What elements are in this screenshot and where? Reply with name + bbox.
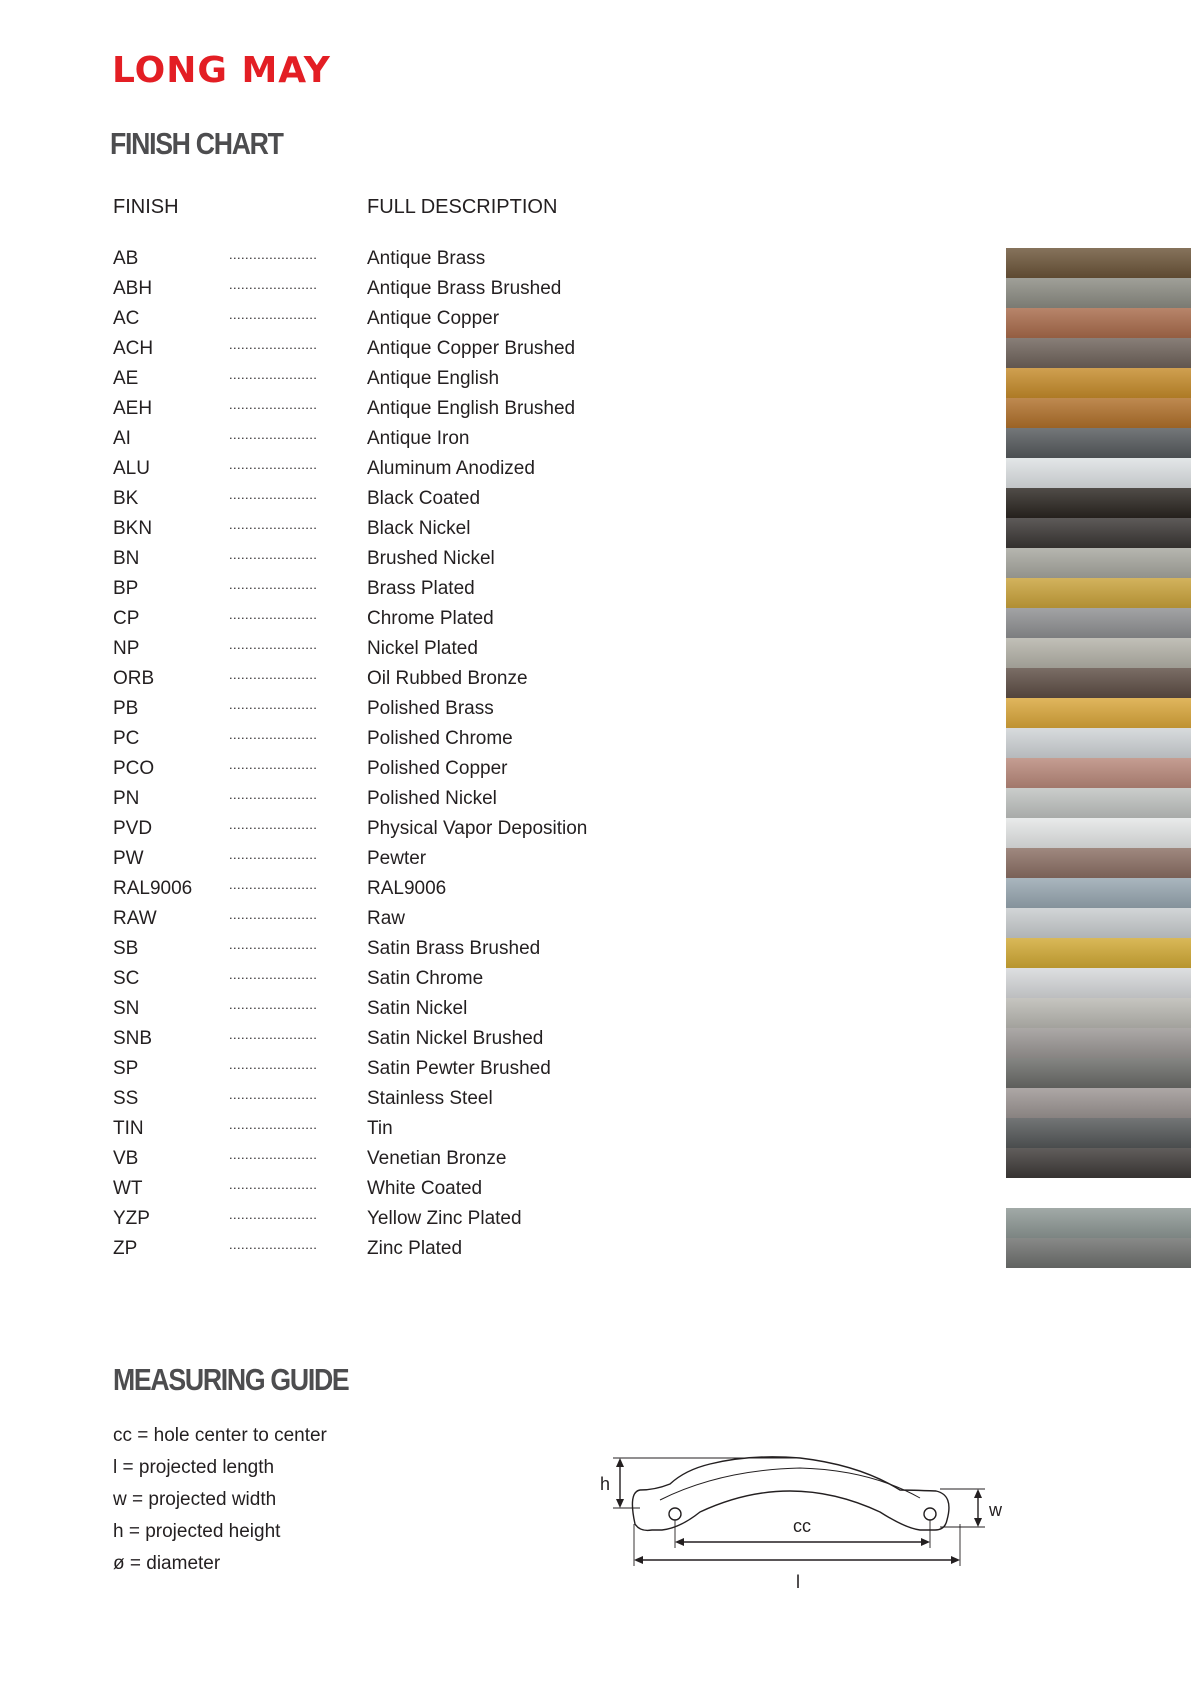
- finish-code: AC: [113, 308, 140, 329]
- finish-code: CP: [113, 608, 140, 629]
- finish-swatch: [1006, 428, 1191, 458]
- finish-code: AE: [113, 368, 139, 389]
- finish-description: Polished Nickel: [367, 788, 497, 809]
- dot-leader: ......................: [229, 937, 318, 952]
- finish-code: PVD: [113, 818, 153, 839]
- finish-code: PN: [113, 788, 140, 809]
- finish-code: NP: [113, 638, 140, 659]
- dot-leader: ......................: [229, 997, 318, 1012]
- finish-code: ZP: [113, 1238, 138, 1259]
- finish-swatch: [1006, 458, 1191, 488]
- dot-leader: ......................: [229, 1057, 318, 1072]
- handle-measuring-diagram: [600, 1440, 1100, 1600]
- finish-swatch: [1006, 1178, 1191, 1208]
- finish-swatch: [1006, 968, 1191, 998]
- legend-line: h = projected height: [113, 1521, 281, 1542]
- dot-leader: ......................: [229, 577, 318, 592]
- finish-code: PW: [113, 848, 144, 869]
- finish-description: Antique Copper: [367, 308, 500, 329]
- finish-code: RAW: [113, 908, 157, 929]
- finish-swatch: [1006, 1238, 1191, 1268]
- finish-swatch: [1006, 668, 1191, 698]
- finish-code: SP: [113, 1058, 139, 1079]
- finish-swatch: [1006, 728, 1191, 758]
- finish-code: SB: [113, 938, 139, 959]
- finish-code: BP: [113, 578, 139, 599]
- finish-code: AI: [113, 428, 131, 449]
- finish-swatch: [1006, 788, 1191, 818]
- dot-leader: ......................: [229, 337, 318, 352]
- dot-leader: ......................: [229, 847, 318, 862]
- finish-code: SS: [113, 1088, 139, 1109]
- finish-swatch: [1006, 998, 1191, 1028]
- finish-swatch: [1006, 248, 1191, 278]
- finish-description: Brass Plated: [367, 578, 475, 599]
- brand-logo: LONG MAY: [112, 50, 331, 91]
- dot-leader: ......................: [229, 607, 318, 622]
- finish-swatch: [1006, 638, 1191, 668]
- finish-column-header: FINISH: [113, 196, 179, 218]
- left-hole: [669, 1508, 681, 1520]
- finish-swatch: [1006, 698, 1191, 728]
- finish-code: PC: [113, 728, 140, 749]
- dot-leader: ......................: [229, 727, 318, 742]
- finish-description: Nickel Plated: [367, 638, 478, 659]
- cc-label: cc: [793, 1516, 811, 1536]
- finish-code: BKN: [113, 518, 153, 539]
- h-label: h: [600, 1474, 611, 1494]
- dot-leader: ......................: [229, 517, 318, 532]
- finish-code: VB: [113, 1148, 139, 1169]
- finish-code: ORB: [113, 668, 155, 689]
- finish-swatch: [1006, 338, 1191, 368]
- finish-code: WT: [113, 1178, 143, 1199]
- finish-swatch: [1006, 758, 1191, 788]
- finish-code: SC: [113, 968, 140, 989]
- dot-leader: ......................: [229, 1117, 318, 1132]
- finish-swatch: [1006, 878, 1191, 908]
- dot-leader: ......................: [229, 1147, 318, 1162]
- finish-description: Antique English Brushed: [367, 398, 576, 419]
- l-label: l: [796, 1572, 800, 1592]
- finish-chart-title: FINISH CHART: [110, 126, 283, 161]
- dot-leader: ......................: [229, 1207, 318, 1222]
- finish-description: Zinc Plated: [367, 1238, 463, 1259]
- dot-leader: ......................: [229, 667, 318, 682]
- finish-description: Stainless Steel: [367, 1088, 493, 1109]
- finish-swatch: [1006, 578, 1191, 608]
- dot-leader: ......................: [229, 637, 318, 652]
- finish-swatch: [1006, 548, 1191, 578]
- finish-description: Physical Vapor Deposition: [367, 818, 588, 839]
- dot-leader: ......................: [229, 247, 318, 262]
- finish-description: Black Coated: [367, 488, 481, 509]
- dot-leader: ......................: [229, 877, 318, 892]
- finish-swatch: [1006, 1118, 1191, 1148]
- finish-description: Satin Pewter Brushed: [367, 1058, 551, 1079]
- finish-description: Antique Copper Brushed: [367, 338, 576, 359]
- finish-description: Satin Brass Brushed: [367, 938, 541, 959]
- finish-description: Satin Nickel: [367, 998, 468, 1019]
- finish-description: Chrome Plated: [367, 608, 494, 629]
- dot-leader: ......................: [229, 367, 318, 382]
- finish-code: SN: [113, 998, 140, 1019]
- finish-swatch: [1006, 938, 1191, 968]
- finish-swatch: [1006, 848, 1191, 878]
- finish-description: Brushed Nickel: [367, 548, 495, 569]
- finish-description: Black Nickel: [367, 518, 471, 539]
- finish-swatch: [1006, 488, 1191, 518]
- finish-description: Yellow Zinc Plated: [367, 1208, 522, 1229]
- finish-code: ABH: [113, 278, 153, 299]
- dot-leader: ......................: [229, 487, 318, 502]
- finish-code: AB: [113, 248, 139, 269]
- finish-description: Venetian Bronze: [367, 1148, 507, 1169]
- finish-swatch: [1006, 1208, 1191, 1238]
- handle-inner-edge: [660, 1468, 920, 1500]
- finish-swatch: [1006, 1028, 1191, 1058]
- legend-line: l = projected length: [113, 1457, 275, 1478]
- description-column-header: FULL DESCRIPTION: [367, 196, 558, 218]
- finish-swatch: [1006, 608, 1191, 638]
- finish-code: ALU: [113, 458, 150, 479]
- dot-leader: ......................: [229, 427, 318, 442]
- legend-line: cc = hole center to center: [113, 1425, 327, 1446]
- finish-code: BK: [113, 488, 139, 509]
- finish-code: PB: [113, 698, 139, 719]
- finish-description: Tin: [367, 1118, 393, 1139]
- measuring-guide-title: MEASURING GUIDE: [113, 1362, 349, 1397]
- finish-swatch: [1006, 818, 1191, 848]
- finish-swatch: [1006, 308, 1191, 338]
- dot-leader: ......................: [229, 307, 318, 322]
- dot-leader: ......................: [229, 277, 318, 292]
- dot-leader: ......................: [229, 697, 318, 712]
- finish-code: PCO: [113, 758, 155, 779]
- legend-line: w = projected width: [113, 1489, 277, 1510]
- finish-description: Antique Iron: [367, 428, 470, 449]
- finish-swatch: [1006, 278, 1191, 308]
- dot-leader: ......................: [229, 787, 318, 802]
- finish-description: Satin Nickel Brushed: [367, 1028, 544, 1049]
- dot-leader: ......................: [229, 1237, 318, 1252]
- finish-swatch: [1006, 518, 1191, 548]
- finish-code: TIN: [113, 1118, 144, 1139]
- dot-leader: ......................: [229, 547, 318, 562]
- finish-code: ACH: [113, 338, 154, 359]
- w-label: w: [989, 1500, 1002, 1520]
- finish-description: Polished Brass: [367, 698, 494, 719]
- finish-code: RAL9006: [113, 878, 193, 899]
- finish-description: Antique Brass Brushed: [367, 278, 562, 299]
- finish-description: Polished Chrome: [367, 728, 513, 749]
- finish-code: SNB: [113, 1028, 153, 1049]
- finish-description: Aluminum Anodized: [367, 458, 535, 479]
- finish-code: AEH: [113, 398, 153, 419]
- dot-leader: ......................: [229, 1027, 318, 1042]
- dot-leader: ......................: [229, 817, 318, 832]
- finish-description: Polished Copper: [367, 758, 508, 779]
- finish-description: Raw: [367, 908, 406, 929]
- dot-leader: ......................: [229, 907, 318, 922]
- finish-description: Oil Rubbed Bronze: [367, 668, 528, 689]
- dot-leader: ......................: [229, 757, 318, 772]
- dot-leader: ......................: [229, 457, 318, 472]
- dot-leader: ......................: [229, 397, 318, 412]
- finish-swatch: [1006, 368, 1191, 398]
- right-hole: [924, 1508, 936, 1520]
- dot-leader: ......................: [229, 1087, 318, 1102]
- finish-description: White Coated: [367, 1178, 483, 1199]
- finish-description: Satin Chrome: [367, 968, 484, 989]
- finish-code: YZP: [113, 1208, 150, 1229]
- finish-swatch: [1006, 1148, 1191, 1178]
- finish-swatch: [1006, 908, 1191, 938]
- dot-leader: ......................: [229, 967, 318, 982]
- dot-leader: ......................: [229, 1177, 318, 1192]
- measuring-legend: [113, 1420, 327, 1580]
- finish-code: BN: [113, 548, 140, 569]
- finish-description: RAL9006: [367, 878, 447, 899]
- finish-description: Antique Brass: [367, 248, 486, 269]
- finish-swatch: [1006, 1058, 1191, 1088]
- legend-line: ø = diameter: [113, 1553, 221, 1574]
- finish-swatch: [1006, 398, 1191, 428]
- finish-description: Pewter: [367, 848, 427, 869]
- finish-swatch: [1006, 1088, 1191, 1118]
- finish-swatch-column: [1006, 248, 1191, 1268]
- finish-description: Antique English: [367, 368, 500, 389]
